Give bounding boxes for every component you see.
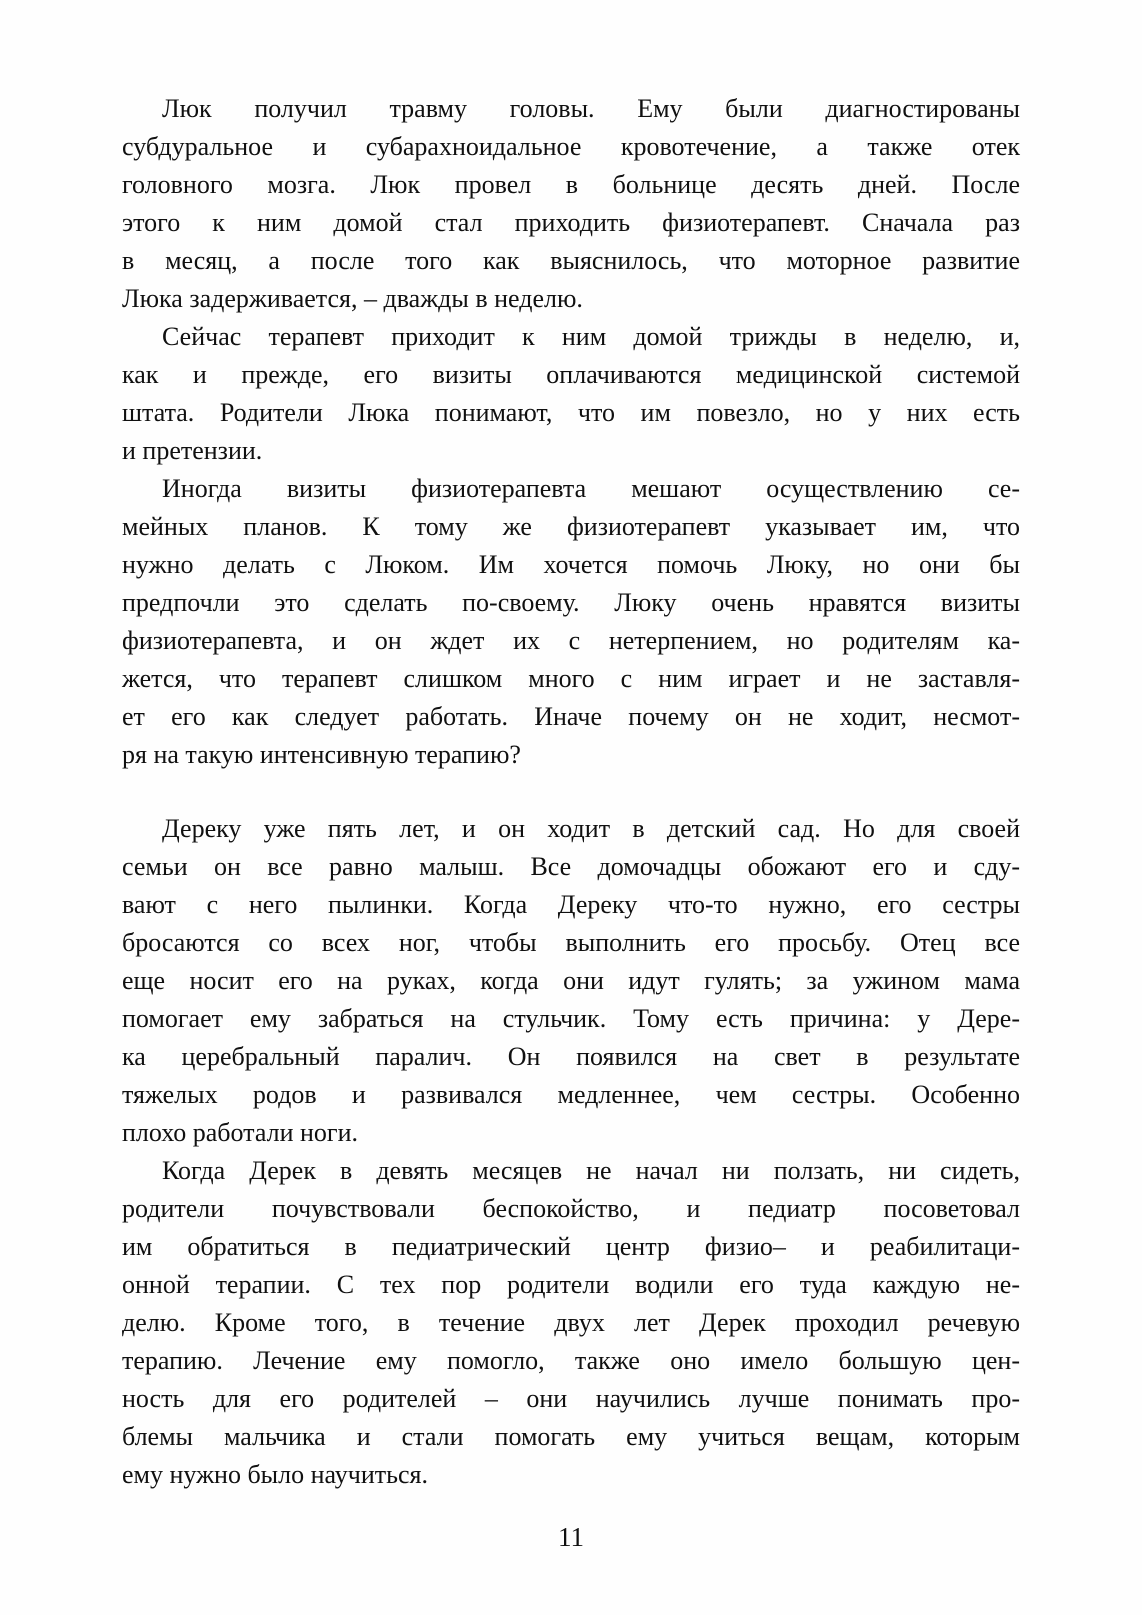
text-line: этого к ним домой стал приходить физиотерапевт. Сначала раз	[122, 208, 1020, 237]
text-line: ет его как следует работать. Иначе почему он не ходит, несмот-	[122, 702, 1020, 731]
text-line: плохо работали ноги.	[122, 1118, 359, 1147]
paragraph	[122, 810, 1020, 1152]
text-line: ря на такую интенсивную терапию?	[122, 740, 521, 769]
text-line: бросаются со всех ног, чтобы выполнить его просьбу. Отец все	[122, 928, 1020, 957]
text-line: ность для его родителей – они научились лучше понимать про-	[122, 1384, 1020, 1413]
text-line: блемы мальчика и стали помогать ему учиться вещам, которым	[122, 1422, 1020, 1451]
text-line: жется, что терапевт слишком много с ним играет и не заставля-	[122, 664, 1020, 693]
text-line: головного мозга. Люк провел в больнице десять дней. После	[122, 170, 1020, 199]
text-line: Когда Дерек в девять месяцев не начал ни ползать, ни сидеть,	[162, 1156, 1020, 1185]
paragraph	[122, 1152, 1020, 1494]
text-line: онной терапии. С тех пор родители водили его туда каждую не-	[122, 1270, 1020, 1299]
page-text	[122, 90, 1020, 1494]
text-line: помогает ему забраться на стульчик. Тому есть причина: у Дере-	[122, 1004, 1020, 1033]
paragraph	[122, 318, 1020, 470]
page-number: 11	[558, 1522, 584, 1552]
text-line: Дереку уже пять лет, и он ходит в детский сад. Но для своей	[162, 814, 1020, 843]
page-footer	[0, 1518, 1142, 1556]
text-line: ка церебральный паралич. Он появился на свет в результате	[122, 1042, 1020, 1071]
text-line: им обратиться в педиатрический центр физио– и реабилитаци-	[122, 1232, 1020, 1261]
text-line: штата. Родители Люка понимают, что им повезло, но у них есть	[122, 398, 1020, 427]
text-line: родители почувствовали беспокойство, и педиатр посоветовал	[122, 1194, 1020, 1223]
text-line: делю. Кроме того, в течение двух лет Дерек проходил речевую	[122, 1308, 1020, 1337]
paragraph	[122, 90, 1020, 318]
text-line: вают с него пылинки. Когда Дереку что-то нужно, его сестры	[122, 890, 1020, 919]
text-line: еще носит его на руках, когда они идут гулять; за ужином мама	[122, 966, 1020, 995]
text-line: нужно делать с Люком. Им хочется помочь Люку, но они бы	[122, 550, 1020, 579]
text-line: и претензии.	[122, 436, 263, 465]
text-line: физиотерапевта, и он ждет их с нетерпением, но родителям ка-	[122, 626, 1020, 655]
text-line: как и прежде, его визиты оплачиваются медицинской системой	[122, 360, 1020, 389]
text-line: субдуральное и субарахноидальное кровотечение, а также отек	[122, 132, 1020, 161]
text-line: в месяц, а после того как выяснилось, что моторное развитие	[122, 246, 1020, 275]
text-line: Сейчас терапевт приходит к ним домой трижды в неделю, и,	[162, 322, 1020, 351]
text-line: тяжелых родов и развивался медленнее, чем сестры. Особенно	[122, 1080, 1020, 1109]
text-line: Люка задерживается, – дважды в неделю.	[122, 284, 583, 313]
text-line: мейных планов. К тому же физиотерапевт указывает им, что	[122, 512, 1020, 541]
text-line: семьи он все равно малыш. Все домочадцы обожают его и сду-	[122, 852, 1020, 881]
text-line: предпочли это сделать по-своему. Люку очень нравятся визиты	[122, 588, 1020, 617]
text-line: Иногда визиты физиотерапевта мешают осуществлению се-	[162, 474, 1020, 503]
paragraph	[122, 470, 1020, 774]
text-line: терапию. Лечение ему помогло, также оно имело большую цен-	[122, 1346, 1020, 1375]
text-line: ему нужно было научиться.	[122, 1460, 428, 1489]
text-line: Люк получил травму головы. Ему были диагностированы	[162, 94, 1020, 123]
